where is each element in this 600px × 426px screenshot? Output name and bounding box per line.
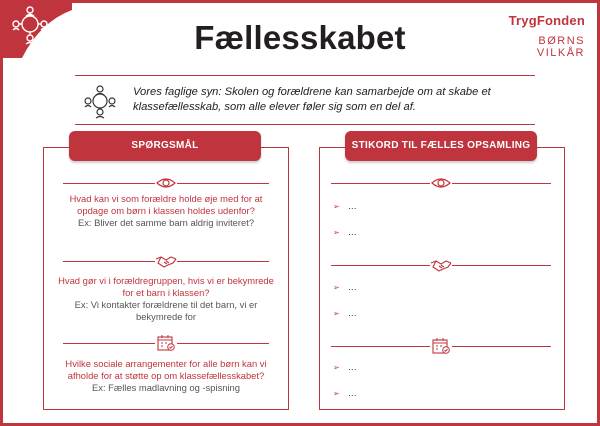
question-text: Hvad kan vi som forældre holde øje med for at opdage om børn i klassen holdes udenfor? (69, 193, 263, 216)
vision-text (133, 85, 523, 115)
question-example: Ex: Vi kontakter forældrene til det barn, vi er bekymrede for (74, 299, 258, 322)
brand-logo (509, 13, 585, 59)
note-placeholder: … (347, 201, 357, 211)
arrow-icon: ➢ (333, 283, 340, 292)
note-placeholder: … (347, 362, 357, 372)
brand-name: TrygFonden (508, 13, 585, 28)
handshake-icon (430, 256, 452, 274)
brand-sub-line2: VILKÅR (536, 47, 585, 59)
vision-body: Skolen og forældrene kan samarbejde om at skabe et klassefællesskab, som alle elever føler sig som en del af. (133, 86, 491, 113)
arrow-icon: ➢ (333, 202, 340, 211)
note-bullet[interactable] (333, 282, 357, 292)
arrow-icon: ➢ (333, 309, 340, 318)
questions-header: SPØRGSMÅL (69, 131, 261, 161)
notes-header: STIKORD TIL FÆLLES OPSAMLING (345, 131, 537, 161)
question-1 (53, 193, 279, 229)
note-placeholder: … (347, 227, 357, 237)
brand-sub (509, 35, 585, 59)
note-bullet[interactable] (333, 227, 357, 237)
vision-statement (75, 75, 535, 125)
note-bullet[interactable] (333, 308, 357, 318)
question-3 (53, 358, 279, 394)
brand-sub-line1: BØRNS (538, 35, 585, 47)
eye-icon (430, 174, 452, 192)
note-bullet[interactable] (333, 362, 357, 372)
note-placeholder: … (347, 308, 357, 318)
question-example: Ex: Bliver det samme barn aldrig inviteret? (77, 217, 255, 228)
group-people-icon (81, 82, 119, 120)
question-text: Hvad gør vi i forældregruppen, hvis vi er bekymrede for et barn i klassen? (58, 275, 274, 298)
eye-icon (155, 174, 177, 192)
note-placeholder: … (347, 282, 357, 292)
vision-lead: Vores faglige syn: (133, 86, 222, 98)
handshake-icon (155, 252, 177, 270)
page-title: Fællesskabet (194, 19, 406, 56)
question-text: Hvilke sociale arrangementer for alle børn kan vi afholde for at støtte op om klassefællesskabet? (65, 358, 267, 381)
question-example: Ex: Fælles madlavning og -spisning (92, 382, 240, 393)
arrow-icon: ➢ (333, 389, 340, 398)
question-2 (53, 275, 279, 323)
note-bullet[interactable] (333, 388, 357, 398)
note-bullet[interactable] (333, 201, 357, 211)
calendar-check-icon (430, 337, 452, 355)
arrow-icon: ➢ (333, 228, 340, 237)
arrow-icon: ➢ (333, 363, 340, 372)
note-placeholder: … (347, 388, 357, 398)
calendar-check-icon (155, 334, 177, 352)
